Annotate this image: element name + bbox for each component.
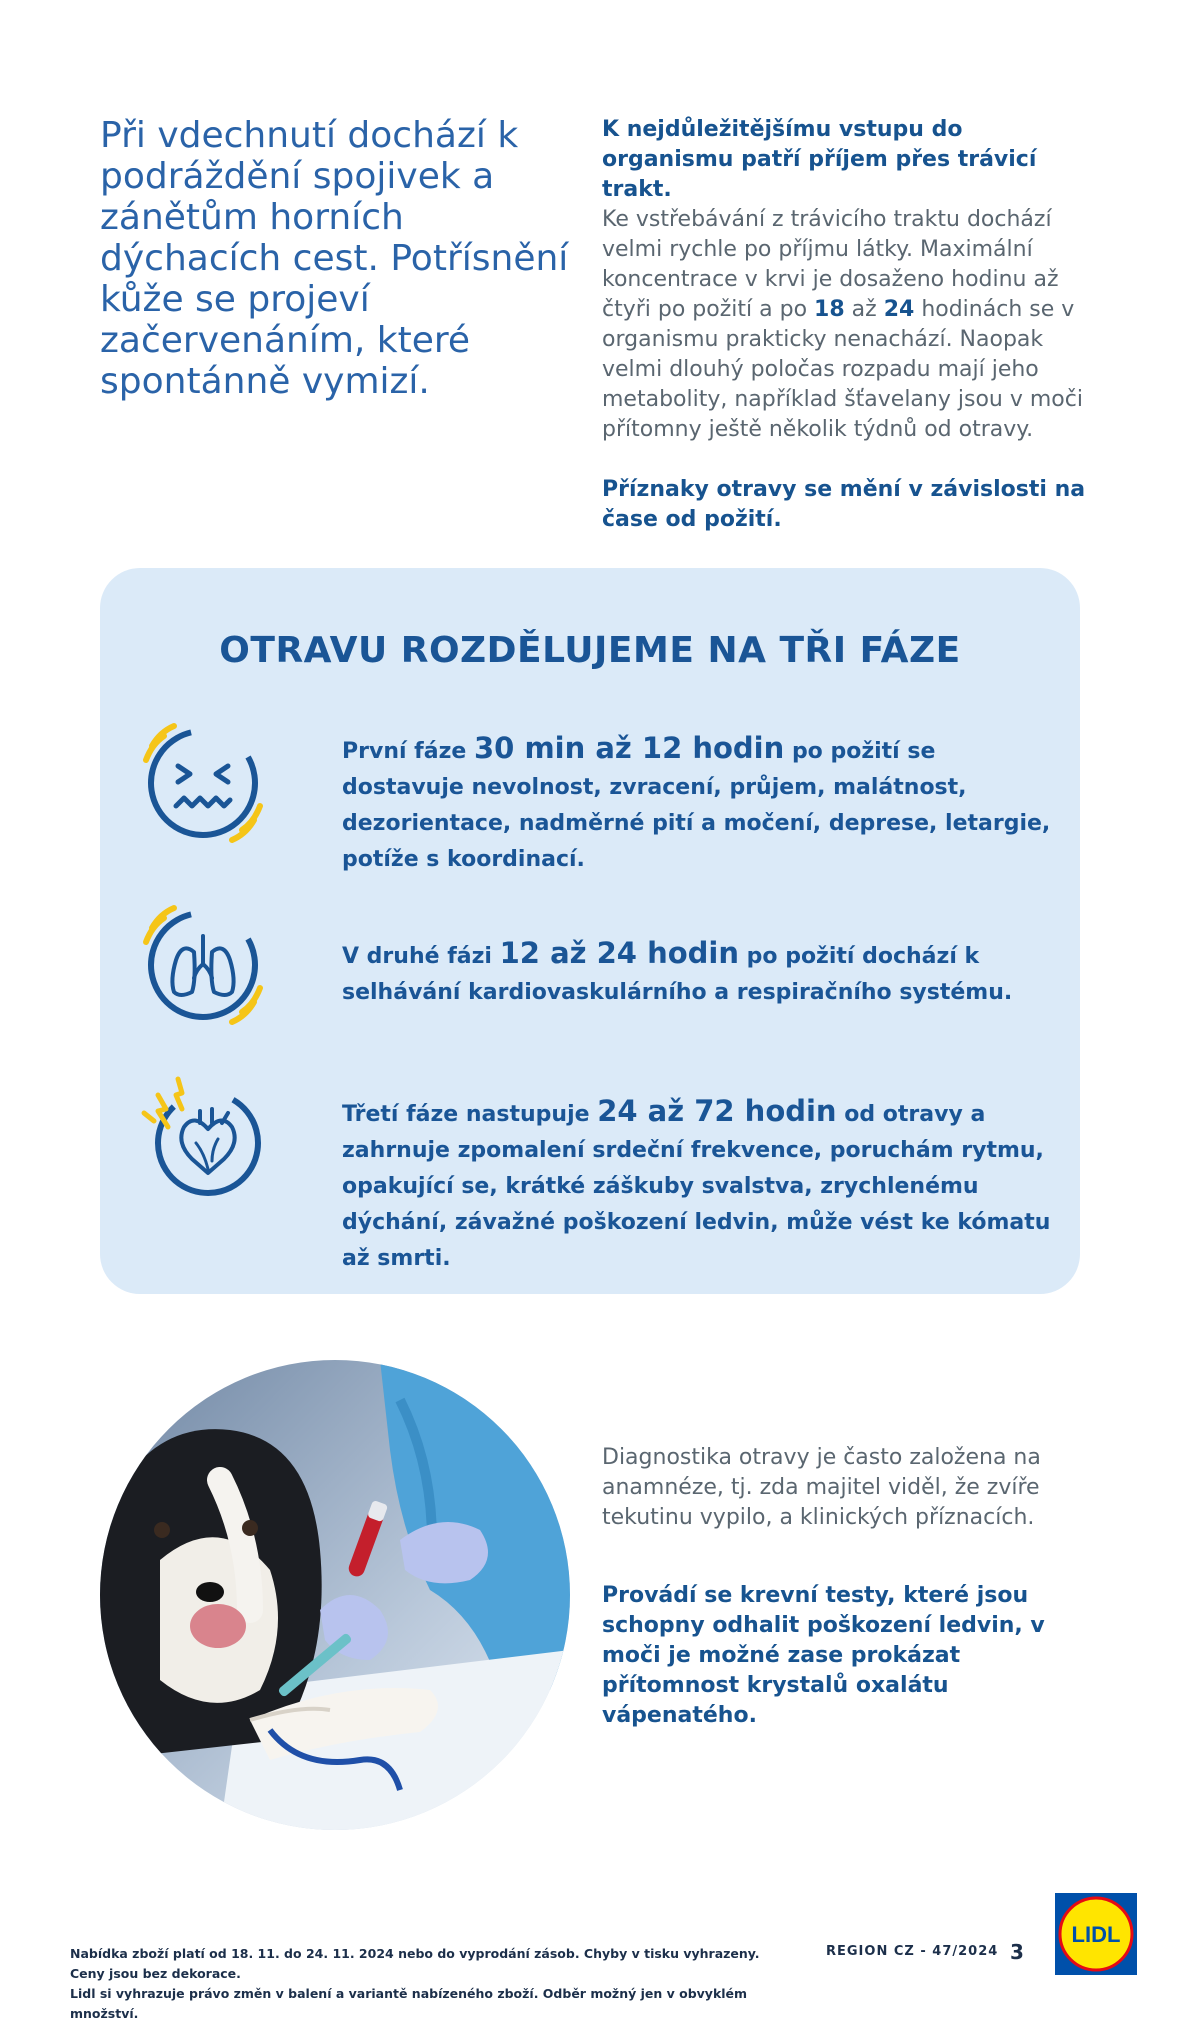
intro-num-18: 18 <box>814 297 845 322</box>
phase-1-time: 30 min až 12 hodin <box>474 731 785 765</box>
intro-lead: K nejdůležitějšímu vstupu do organismu patří příjem přes trávicí trakt. <box>602 117 1037 202</box>
phase-1-prefix: První fáze <box>342 739 467 764</box>
phases-title: OTRAVU ROZDĚLUJEME NA TŘI FÁZE <box>219 630 961 671</box>
intro-num-24: 24 <box>883 297 915 322</box>
lidl-logo[interactable] <box>1055 1893 1137 1975</box>
nauseated-face-icon <box>138 718 268 848</box>
phase-2-suffix: po požití dochází k selhávání kardiovaskulárního a respiračního systému. <box>342 944 1013 1005</box>
intro-word-az: až <box>851 297 877 322</box>
phase-1-suffix: po požití se dostavuje nevolnost, zvracení, průjem, malátnost, dezorientace, nadměrné pití a močení, deprese, letargie, potíže s koordinací. <box>342 739 1051 872</box>
phase-2-text <box>342 935 1052 1011</box>
intro-left-text: Při vdechnutí dochází k podráždění spojivek a zánětům horních dýchacích cest. Potřísnění kůže se projeví začervenáním, které spontánně vymizí. <box>100 115 569 402</box>
dog-photo-illustration <box>100 1360 570 1830</box>
diagnostics-body: Diagnostika otravy je často založena na anamnéze, tj. zda majitel viděl, že zvíře tekutinu vypilo, a klinických příznacích. <box>602 1445 1041 1530</box>
phase-3-text <box>342 1093 1052 1277</box>
phase-3-suffix: od otravy a zahrnuje zpomalení srdeční frekvence, poruchám rytmu, opakující se, krátké záškuby svalstva, zrychlenému dýchání, závažné poškození ledvin, může vést ke kómatu až smrti. <box>342 1102 1051 1271</box>
diagnostics-strong: Provádí se krevní testy, které jsou schopny odhalit poškození ledvin, v moči je možné zase prokázat přítomnost krystalů oxalátu vápenatého. <box>602 1583 1045 1728</box>
phase-3-time: 24 až 72 hodin <box>597 1094 837 1128</box>
phase-2-prefix: V druhé fázi <box>342 944 492 969</box>
footer-line-2: Lidl si vyhrazuje právo změn v balení a variantě nabízeného zboží. Odběr možný jen v obvyklém množství. <box>70 1986 748 2021</box>
intro-body-1: Ke vstřebávání z trávicího traktu dochází velmi rychle po příjmu látky. Maximální koncentrace v krvi je dosaženo hodinu až čtyři po požití a po <box>602 207 1059 322</box>
footer-line-1: Nabídka zboží platí od 18. 11. do 24. 11. 2024 nebo do vyprodání zásob. Chyby v tisku vyhrazeny. Ceny jsou bez dekorace. <box>70 1946 760 1981</box>
intro-right <box>602 115 1092 535</box>
intro-left <box>100 115 570 402</box>
region-code: REGION CZ - 47/2024 <box>826 1944 999 1959</box>
intro-body <box>602 205 1092 445</box>
phases-panel <box>100 568 1080 1294</box>
intro-closing: Příznaky otravy se mění v závislosti na čase od požití. <box>602 477 1086 532</box>
lungs-icon <box>138 900 268 1030</box>
phase-2-time: 12 až 24 hodin <box>499 936 739 970</box>
phase-3-prefix: Třetí fáze nastupuje <box>342 1102 590 1127</box>
dog-blood-test-photo <box>100 1360 570 1830</box>
phase-1-text <box>342 730 1052 878</box>
footer-disclaimer <box>70 1944 790 2024</box>
lidl-logo-text: LIDL <box>1071 1922 1121 1947</box>
heart-icon <box>138 1073 268 1203</box>
intro-body-2: hodinách se v organismu prakticky nenachází. Naopak velmi dlouhý poločas rozpadu mají jeho metabolity, například šťavelany jsou v moči přítomny ještě několik týdnů od otravy. <box>602 297 1083 442</box>
page-number: 3 <box>1010 1940 1024 1964</box>
diagnostics-section <box>602 1443 1062 1731</box>
